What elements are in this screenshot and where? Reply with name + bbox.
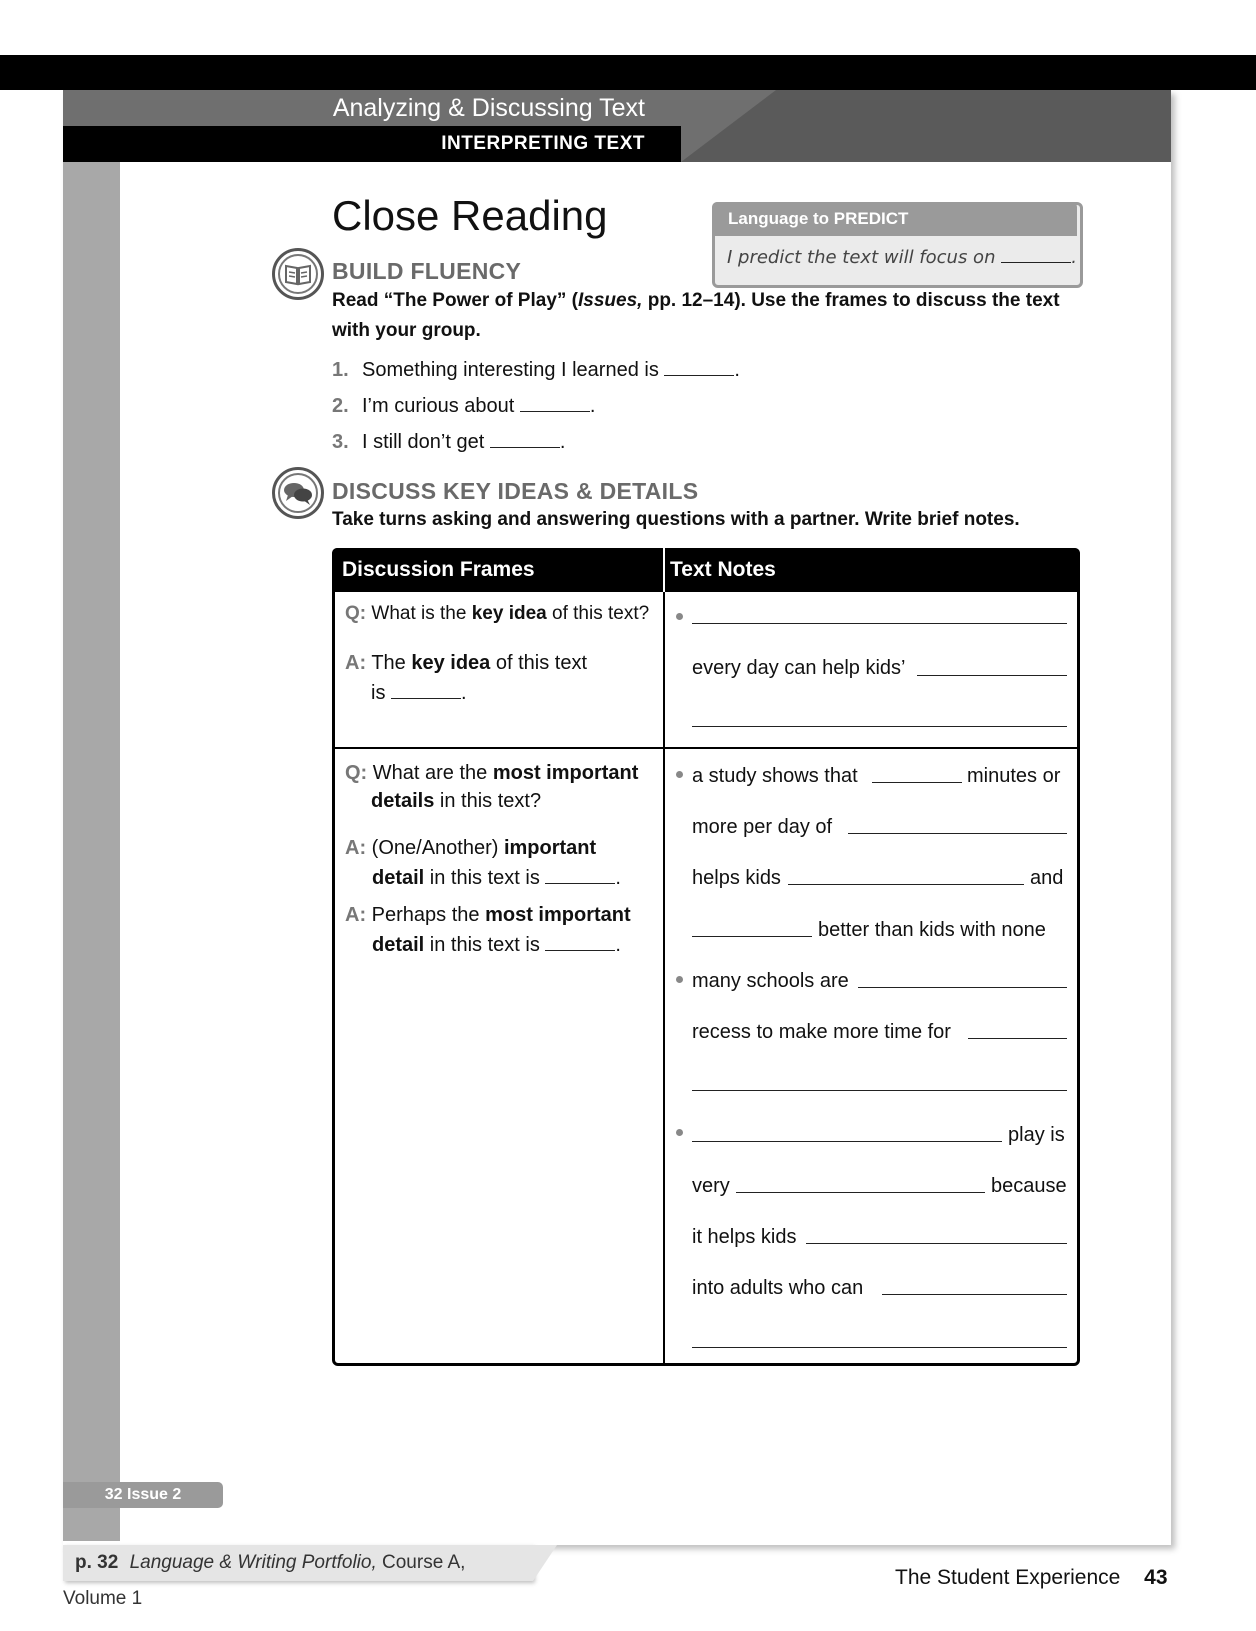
speech-bubbles-icon: [272, 467, 324, 519]
note-line[interactable]: [872, 782, 962, 783]
note-line[interactable]: [917, 675, 1067, 676]
open-book-icon: [272, 248, 324, 300]
header-column-divider: [663, 548, 665, 592]
row2-answer-1: A: (One/Another) important detail in this text is .: [345, 837, 621, 889]
note-text: and: [1030, 867, 1064, 889]
note-text: minutes or: [967, 765, 1061, 787]
note-line[interactable]: [788, 884, 1024, 885]
row1-question: Q: What is the key idea of this text?: [345, 603, 650, 624]
note-line[interactable]: [858, 987, 1067, 988]
note-text: helps kids: [692, 867, 781, 889]
discuss-heading: DISCUSS KEY IDEAS & DETAILS: [332, 478, 699, 504]
row2-answer-2-blank[interactable]: [545, 949, 615, 951]
note-text: play is: [1008, 1124, 1065, 1146]
note-line[interactable]: [692, 623, 1067, 624]
note-text: very: [692, 1175, 730, 1197]
predict-heading: Language to PREDICT: [712, 202, 1077, 236]
note-line[interactable]: [692, 726, 1067, 727]
fluency-frame-2: 2. I’m curious about .: [332, 395, 596, 417]
fluency-blank-1[interactable]: [664, 374, 734, 376]
page-number: 43: [1144, 1566, 1168, 1589]
fluency-blank-2[interactable]: [520, 410, 590, 412]
note-text: recess to make more time for: [692, 1021, 951, 1043]
note-text: a study shows that: [692, 765, 858, 787]
note-line[interactable]: [848, 833, 1067, 834]
note-text: many schools are: [692, 970, 849, 992]
col-header-discussion-frames: Discussion Frames: [342, 558, 535, 581]
note-text: it helps kids: [692, 1226, 797, 1248]
predict-frame-text: I predict the text will focus on: [727, 247, 996, 268]
fluency-frame-1: 1. Something interesting I learned is .: [332, 359, 740, 381]
footer-source-tab: p. 32 Language & Writing Portfolio, Course A, Volume 1: [63, 1545, 533, 1581]
row2-answer-1-blank[interactable]: [545, 882, 615, 884]
row1-answer: A: The key idea of this text is .: [345, 652, 588, 704]
fluency-frame-3: 3. I still don’t get .: [332, 431, 566, 453]
section-header-title: Analyzing & Discussing Text: [332, 94, 645, 122]
left-margin-strip: [63, 162, 120, 1541]
note-line[interactable]: [692, 1347, 1067, 1348]
footer-section-label: The Student Experience 43: [895, 1566, 1168, 1589]
note-bullet: [676, 976, 683, 983]
predict-frame: [727, 244, 1077, 272]
note-text: better than kids with none: [818, 919, 1046, 941]
note-line[interactable]: [692, 1141, 1002, 1142]
issue-tab: 32 Issue 2: [63, 1482, 223, 1508]
section-header-subtitle: INTERPRETING TEXT: [441, 133, 645, 154]
predict-period: .: [1071, 247, 1077, 268]
note-line[interactable]: [882, 1294, 1067, 1295]
header-diagonal-shape: [681, 90, 1171, 162]
note-line[interactable]: [806, 1243, 1067, 1244]
note-line[interactable]: [736, 1192, 985, 1193]
row-divider: [332, 747, 1080, 749]
note-text: because: [991, 1175, 1067, 1197]
row1-answer-blank[interactable]: [391, 697, 461, 699]
discuss-instruction: Take turns asking and answering questions with a partner. Write brief notes.: [332, 509, 1020, 530]
page-title: Close Reading: [332, 192, 608, 239]
note-line[interactable]: [968, 1038, 1067, 1039]
row1-note-text: every day can help kids’: [692, 657, 906, 679]
row2-question: Q: What are the most important details in this text?: [345, 762, 639, 812]
note-line[interactable]: [692, 936, 812, 937]
predict-blank[interactable]: [1001, 261, 1071, 263]
top-black-bar: [0, 55, 1256, 90]
note-line[interactable]: [692, 1090, 1067, 1091]
fluency-blank-3[interactable]: [490, 446, 560, 448]
note-bullet: [676, 771, 683, 778]
note-text: into adults who can: [692, 1277, 864, 1299]
note-bullet: [676, 1129, 683, 1136]
note-bullet: [676, 613, 683, 620]
col-header-text-notes: Text Notes: [670, 558, 776, 581]
note-text: more per day of: [692, 816, 833, 838]
footer-tab-corner: [533, 1545, 569, 1581]
build-fluency-heading: BUILD FLUENCY: [332, 258, 522, 284]
row2-answer-2: A: Perhaps the most important detail in this text is .: [345, 904, 631, 956]
build-fluency-instruction: Read “The Power of Play” (Issues, pp. 12–14). Use the frames to discuss the text with your group.: [332, 290, 1060, 341]
